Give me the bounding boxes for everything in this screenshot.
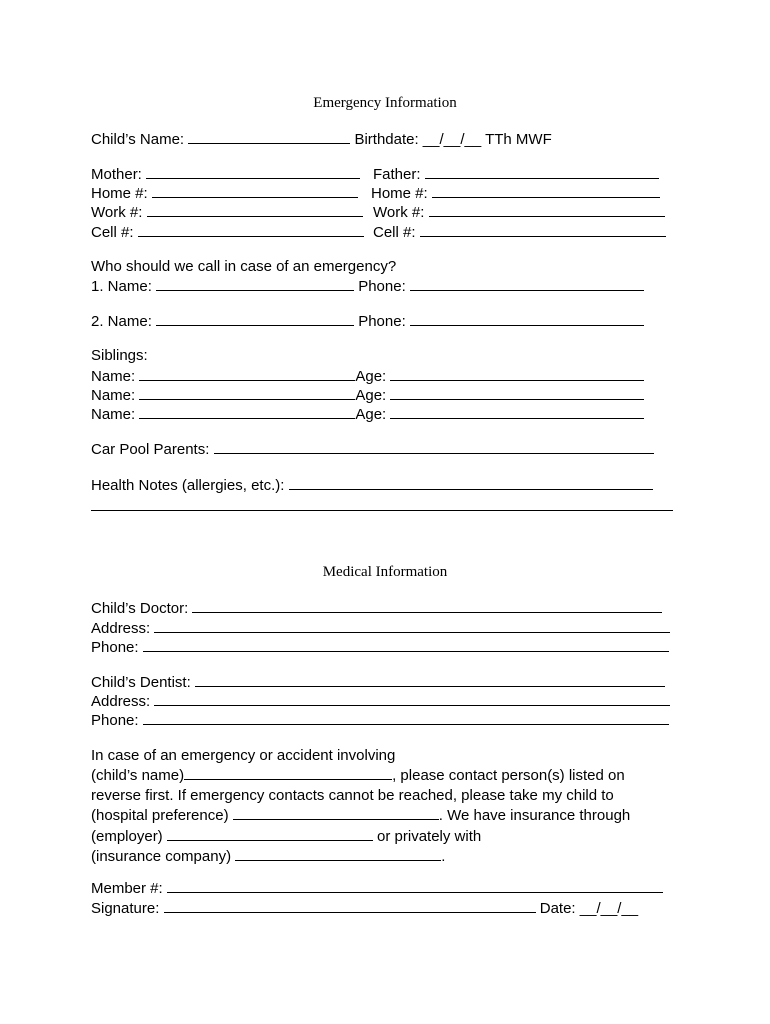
- sibling-3-name-field[interactable]: [139, 404, 355, 419]
- consent-child-name-field[interactable]: [184, 765, 392, 780]
- mother-home-field[interactable]: [152, 183, 358, 198]
- contact-2-row: [91, 311, 644, 330]
- mother-cell-label: Cell #:: [91, 224, 134, 241]
- consent-line-4: [91, 805, 681, 825]
- sibling-2-name-field[interactable]: [139, 385, 355, 400]
- emergency-question: Who should we call in case of an emergency?: [91, 258, 397, 275]
- member-label: Member #:: [91, 880, 163, 897]
- consent-line-5-text: or privately with: [377, 827, 482, 845]
- hospital-label: (hospital preference): [91, 807, 229, 825]
- contact-1-label: 1. Name:: [91, 278, 152, 295]
- siblings-label: Siblings:: [91, 347, 148, 364]
- mother-work-label: Work #:: [91, 204, 143, 221]
- doctor-address-row: [91, 618, 670, 637]
- doctor-phone-row: [91, 637, 669, 656]
- birthdate-label: Birthdate: __/__/__ TTh MWF: [354, 131, 552, 148]
- sibling-1-name-field[interactable]: [139, 366, 355, 381]
- father-row: [373, 164, 659, 183]
- health-field[interactable]: [289, 475, 653, 490]
- sibling-3-age-label: Age:: [355, 406, 387, 423]
- consent-line-6: [91, 846, 681, 866]
- signature-label: Signature:: [91, 900, 160, 917]
- father-field[interactable]: [425, 164, 659, 179]
- father-cell-label: Cell #:: [373, 224, 416, 241]
- consent-paragraph: [91, 746, 681, 866]
- dentist-field[interactable]: [195, 672, 665, 687]
- mother-cell-field[interactable]: [138, 222, 364, 237]
- doctor-address-label: Address:: [91, 620, 151, 637]
- dentist-label: Child’s Dentist:: [91, 674, 191, 691]
- carpool-row: [91, 439, 654, 458]
- sibling-2-row: [91, 385, 644, 404]
- dentist-phone-field[interactable]: [143, 710, 669, 725]
- contact-2-name-field[interactable]: [156, 311, 354, 326]
- consent-line-4-text: . We have insurance through: [438, 807, 631, 825]
- sibling-2-age-field[interactable]: [390, 385, 644, 400]
- father-work-row: [373, 202, 665, 221]
- dentist-address-field[interactable]: [154, 691, 670, 706]
- date-label: Date: __/__/__: [539, 900, 639, 917]
- member-row: [91, 878, 663, 897]
- mother-work-field[interactable]: [147, 202, 363, 217]
- signature-row: [91, 898, 638, 917]
- health-row: [91, 475, 653, 494]
- father-work-label: Work #:: [373, 204, 425, 221]
- member-field[interactable]: [167, 878, 663, 893]
- carpool-label: Car Pool Parents:: [91, 441, 210, 458]
- consent-line-3: reverse first. If emergency contacts cannot be reached, please take my child to: [91, 786, 614, 804]
- insurance-company-label: (insurance company): [91, 848, 232, 866]
- contact-1-phone-label: Phone:: [358, 278, 406, 295]
- mother-cell-row: [91, 222, 364, 241]
- insurance-company-field[interactable]: [235, 846, 441, 861]
- consent-line-1: In case of an emergency or accident involving: [91, 747, 396, 764]
- employer-field[interactable]: [167, 826, 373, 841]
- doctor-address-field[interactable]: [154, 618, 670, 633]
- consent-line-2: [91, 765, 681, 785]
- contact-2-phone-label: Phone:: [358, 313, 406, 330]
- father-home-row: [371, 183, 660, 202]
- father-label: Father:: [373, 166, 421, 183]
- doctor-field[interactable]: [192, 598, 662, 613]
- doctor-phone-label: Phone:: [91, 639, 139, 656]
- consent-line-5: [91, 826, 681, 846]
- father-cell-row: [373, 222, 666, 241]
- child-name-inline-label: (child’s name): [91, 767, 185, 785]
- sibling-3-name-label: Name:: [91, 406, 136, 423]
- contact-1-name-field[interactable]: [156, 276, 354, 291]
- sibling-1-age-field[interactable]: [390, 366, 644, 381]
- employer-label: (employer): [91, 827, 163, 845]
- consent-line-6-end: .: [441, 848, 446, 866]
- sibling-1-row: [91, 366, 644, 385]
- health-extra-line[interactable]: [91, 510, 673, 511]
- dentist-row: [91, 672, 665, 691]
- hospital-field[interactable]: [233, 805, 439, 820]
- consent-line-2-text: , please contact person(s) listed on: [392, 767, 625, 785]
- mother-home-row: [91, 183, 358, 202]
- mother-home-label: Home #:: [91, 185, 148, 202]
- doctor-row: [91, 598, 662, 617]
- medical-title: Medical Information: [322, 564, 448, 580]
- child-name-label: Child’s Name:: [91, 131, 185, 148]
- father-work-field[interactable]: [429, 202, 665, 217]
- health-label: Health Notes (allergies, etc.):: [91, 477, 285, 494]
- sibling-2-name-label: Name:: [91, 387, 136, 404]
- mother-row: [91, 164, 360, 183]
- dentist-address-row: [91, 691, 670, 710]
- dentist-address-label: Address:: [91, 693, 151, 710]
- sibling-1-age-label: Age:: [355, 368, 387, 385]
- signature-field[interactable]: [164, 898, 536, 913]
- father-cell-field[interactable]: [420, 222, 666, 237]
- mother-work-row: [91, 202, 363, 221]
- sibling-3-row: [91, 404, 644, 423]
- carpool-field[interactable]: [214, 439, 654, 454]
- sibling-3-age-field[interactable]: [390, 404, 644, 419]
- sibling-1-name-label: Name:: [91, 368, 136, 385]
- dentist-phone-label: Phone:: [91, 712, 139, 729]
- doctor-phone-field[interactable]: [143, 637, 669, 652]
- doctor-label: Child’s Doctor:: [91, 600, 189, 617]
- mother-label: Mother:: [91, 166, 142, 183]
- contact-2-label: 2. Name:: [91, 313, 152, 330]
- father-home-label: Home #:: [371, 185, 428, 202]
- dentist-phone-row: [91, 710, 669, 729]
- contact-1-phone-field[interactable]: [410, 276, 644, 291]
- contact-2-phone-field[interactable]: [410, 311, 644, 326]
- father-home-field[interactable]: [432, 183, 660, 198]
- child-name-row: [91, 129, 552, 148]
- sibling-2-age-label: Age:: [355, 387, 387, 404]
- child-name-field[interactable]: [188, 129, 350, 144]
- emergency-title: Emergency Information: [313, 95, 457, 111]
- mother-field[interactable]: [146, 164, 360, 179]
- contact-1-row: [91, 276, 644, 295]
